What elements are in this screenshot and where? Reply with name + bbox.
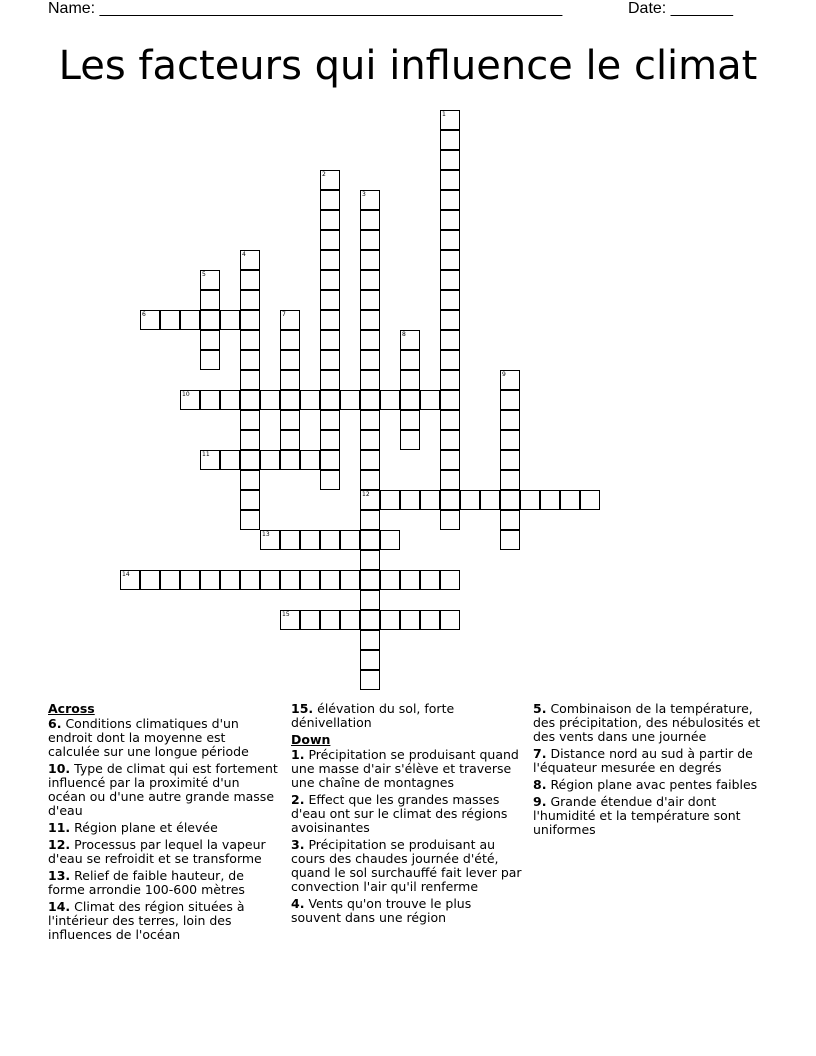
clue-number: 8. [533,777,547,792]
crossword-cell[interactable] [320,570,340,590]
crossword-cell[interactable] [440,450,460,470]
down-heading: Down [291,732,331,747]
cell-number: 4 [242,251,246,258]
clue-number: 15. [291,701,314,716]
crossword-cell[interactable] [500,430,520,450]
crossword-cell[interactable] [500,530,520,550]
clues-column-1 [48,702,280,945]
crossword-cell[interactable] [400,350,420,370]
crossword-cell[interactable] [360,430,380,450]
crossword-cell[interactable] [440,110,460,130]
crossword-cell[interactable] [440,350,460,370]
crossword-cell[interactable] [320,350,340,370]
crossword-cell[interactable] [180,570,200,590]
crossword-cell[interactable] [440,390,460,410]
crossword-cell[interactable] [440,230,460,250]
crossword-cell[interactable] [440,490,460,510]
crossword-cell[interactable] [220,310,240,330]
crossword-cell[interactable] [500,370,520,390]
clue-across-13 [48,869,280,897]
crossword-cell[interactable] [140,570,160,590]
cell-number: 15 [282,611,290,618]
date-blank: _______ [670,0,733,17]
clue-down-5 [533,702,765,744]
cell-number: 5 [202,271,206,278]
crossword-cell[interactable] [240,390,260,410]
crossword-cell[interactable] [340,610,360,630]
crossword-cell[interactable] [400,330,420,350]
crossword-cell[interactable] [360,290,380,310]
crossword-cell[interactable] [380,490,400,510]
crossword-cell[interactable] [420,390,440,410]
crossword-cell[interactable] [320,390,340,410]
crossword-cell[interactable] [460,490,480,510]
crossword-cell[interactable] [340,570,360,590]
clue-text: Conditions climatiques d'un endroit dont la moyenne est calculée sur une longue période [48,716,249,759]
crossword-cell[interactable] [280,330,300,350]
clue-down-3 [291,838,523,894]
clue-text: Processus par lequel la vapeur d'eau se refroidit et se transforme [48,837,266,866]
crossword-cell[interactable] [440,410,460,430]
crossword-cell[interactable] [320,270,340,290]
crossword-cell[interactable] [320,330,340,350]
clue-down-8 [533,778,765,792]
cell-number: 10 [182,391,190,398]
crossword-cell[interactable] [360,190,380,210]
crossword-cell[interactable] [280,450,300,470]
crossword-cell[interactable] [380,570,400,590]
clue-down-9 [533,795,765,837]
clue-text: Région plane avac pentes faibles [550,777,758,792]
crossword-cell[interactable] [320,430,340,450]
crossword-cell[interactable] [360,250,380,270]
crossword-cell[interactable] [440,270,460,290]
crossword-cell[interactable] [360,510,380,530]
crossword-cell[interactable] [240,270,260,290]
crossword-cell[interactable] [260,450,280,470]
crossword-cell[interactable] [320,230,340,250]
crossword-cell[interactable] [220,570,240,590]
crossword-cell[interactable] [440,290,460,310]
clues-column-2 [291,702,523,928]
crossword-cell[interactable] [180,390,200,410]
clue-across-14 [48,900,280,942]
crossword-cell[interactable] [300,450,320,470]
crossword-cell[interactable] [280,370,300,390]
clue-number: 9. [533,794,547,809]
crossword-cell[interactable] [400,570,420,590]
crossword-cell[interactable] [160,310,180,330]
crossword-cell[interactable] [200,450,220,470]
crossword-cell[interactable] [340,530,360,550]
crossword-cell[interactable] [360,550,380,570]
cell-number: 13 [262,531,270,538]
crossword-cell[interactable] [500,390,520,410]
crossword-cell[interactable] [360,530,380,550]
clue-text: Effect que les grandes masses d'eau ont sur le climat des régions avoisinantes [291,792,508,835]
crossword-cell[interactable] [440,150,460,170]
crossword-cell[interactable] [360,370,380,390]
crossword-cell[interactable] [360,210,380,230]
crossword-cell[interactable] [360,650,380,670]
crossword-cell[interactable] [440,330,460,350]
crossword-cell[interactable] [220,450,240,470]
clue-text: Précipitation se produisant au cours des chaudes journée d'été, quand le sol surchauffé fait lever par convection l'air qu'il renferme [291,837,522,894]
clue-down-2 [291,793,523,835]
crossword-cell[interactable] [320,410,340,430]
crossword-cell[interactable] [440,430,460,450]
crossword-cell[interactable] [240,330,260,350]
name-label: Name: [48,0,100,17]
crossword-cell[interactable] [360,230,380,250]
crossword-cell[interactable] [440,130,460,150]
crossword-cell[interactable] [240,490,260,510]
crossword-cell[interactable] [420,490,440,510]
crossword-cell[interactable] [360,450,380,470]
crossword-cell[interactable] [360,310,380,330]
crossword-cell[interactable] [360,570,380,590]
crossword-cell[interactable] [280,430,300,450]
clue-number: 4. [291,896,305,911]
cell-number: 12 [362,491,370,498]
clue-number: 2. [291,792,305,807]
clue-text: Précipitation se produisant quand une masse d'air s'élève et traverse une chaîne de montagnes [291,747,519,790]
crossword-cell[interactable] [340,390,360,410]
crossword-cell[interactable] [200,570,220,590]
crossword-cell[interactable] [400,430,420,450]
clue-across-12 [48,838,280,866]
crossword-cell[interactable] [280,350,300,370]
crossword-cell[interactable] [360,410,380,430]
cell-number: 6 [142,311,146,318]
crossword-cell[interactable] [520,490,540,510]
crossword-cell[interactable] [200,270,220,290]
crossword-cell[interactable] [200,330,220,350]
crossword-cell[interactable] [360,330,380,350]
crossword-cell[interactable] [360,590,380,610]
clue-across-15 [291,702,523,730]
clue-down-1 [291,748,523,790]
crossword-cell[interactable] [360,270,380,290]
cell-number: 2 [322,171,326,178]
crossword-cell[interactable] [200,390,220,410]
crossword-cell[interactable] [400,370,420,390]
clue-number: 10. [48,761,71,776]
crossword-cell[interactable] [240,370,260,390]
crossword-cell[interactable] [320,610,340,630]
date-label: Date: [628,0,671,17]
crossword-cell[interactable] [400,410,420,430]
crossword-cell[interactable] [320,250,340,270]
clue-number: 13. [48,868,71,883]
clue-number: 11. [48,820,71,835]
crossword-cell[interactable] [320,450,340,470]
clue-across-6 [48,717,280,759]
crossword-cell[interactable] [240,430,260,450]
crossword-cell[interactable] [240,570,260,590]
cell-number: 11 [202,451,210,458]
crossword-cell[interactable] [320,210,340,230]
crossword-cell[interactable] [240,250,260,270]
crossword-cell[interactable] [240,310,260,330]
crossword-cell[interactable] [440,210,460,230]
clue-number: 12. [48,837,71,852]
clue-number: 1. [291,747,305,762]
crossword-cell[interactable] [320,190,340,210]
crossword-cell[interactable] [260,530,280,550]
crossword-cell[interactable] [400,610,420,630]
clue-across-11 [48,821,280,835]
across-heading: Across [48,701,95,716]
clue-across-10 [48,762,280,818]
crossword-cell[interactable] [240,470,260,490]
crossword-cell[interactable] [200,310,220,330]
cell-number: 9 [502,371,506,378]
crossword-cell[interactable] [440,310,460,330]
crossword-cell[interactable] [260,570,280,590]
crossword-cell[interactable] [180,310,200,330]
crossword-cell[interactable] [540,490,560,510]
crossword-cell[interactable] [360,610,380,630]
crossword-cell[interactable] [440,370,460,390]
crossword-cell[interactable] [320,310,340,330]
crossword-cell[interactable] [280,610,300,630]
clue-number: 7. [533,746,547,761]
clue-number: 6. [48,716,62,731]
crossword-cell[interactable] [440,170,460,190]
clue-text: Région plane et élevée [74,820,218,835]
crossword-cell[interactable] [360,490,380,510]
crossword-cell[interactable] [200,350,220,370]
crossword-cell[interactable] [120,570,140,590]
clue-text: Grande étendue d'air dont l'humidité et la température sont uniformes [533,794,741,837]
crossword-cell[interactable] [360,670,380,690]
name-blank: ____________________________________________________ [99,0,563,17]
clues-column-3 [533,702,765,840]
clue-number: 14. [48,899,71,914]
clue-number: 3. [291,837,305,852]
crossword-cell[interactable] [500,450,520,470]
crossword-cell[interactable] [420,610,440,630]
crossword-cell[interactable] [280,530,300,550]
crossword-cell[interactable] [240,290,260,310]
crossword-cell[interactable] [320,170,340,190]
crossword-cell[interactable] [220,390,240,410]
crossword-cell[interactable] [320,370,340,390]
crossword-cell[interactable] [300,570,320,590]
crossword-cell[interactable] [240,410,260,430]
crossword-cell[interactable] [280,410,300,430]
clue-text: Combinaison de la température, des précipitation, des nébulosités et des vents dans une journée [533,701,761,744]
crossword-cell[interactable] [440,570,460,590]
crossword-cell[interactable] [320,530,340,550]
clue-down-4 [291,897,523,925]
crossword-cell[interactable] [440,470,460,490]
crossword-cell[interactable] [440,190,460,210]
clue-number: 5. [533,701,547,716]
crossword-cell[interactable] [240,450,260,470]
cell-number: 7 [282,311,286,318]
crossword-cell[interactable] [240,510,260,530]
clue-text: Climat des région situées à l'intérieur des terres, loin des influences de l'océan [48,899,245,942]
crossword-cell[interactable] [360,350,380,370]
cell-number: 14 [122,571,130,578]
crossword-cell[interactable] [160,570,180,590]
crossword-cell[interactable] [300,530,320,550]
crossword-cell[interactable] [300,610,320,630]
clue-down-7 [533,747,765,775]
crossword-cell[interactable] [360,630,380,650]
clue-text: Type de climat qui est fortement influencé par la proximité d'un océan ou d'une autre grande masse d'eau [48,761,278,818]
crossword-cell[interactable] [380,530,400,550]
crossword-cell[interactable] [140,310,160,330]
crossword-cell[interactable] [480,490,500,510]
clue-text: élévation du sol, forte dénivellation [291,701,455,730]
page-title: Les facteurs qui influence le climat [58,43,758,89]
crossword-cell[interactable] [500,510,520,530]
crossword-cell[interactable] [380,610,400,630]
crossword-cell[interactable] [500,410,520,430]
crossword-cell[interactable] [580,490,600,510]
crossword-cell[interactable] [500,490,520,510]
clue-text: Vents qu'on trouve le plus souvent dans une région [291,896,472,925]
crossword-cell[interactable] [440,250,460,270]
clue-text: Distance nord au sud à partir de l'équateur mesurée en degrés [533,746,753,775]
crossword-cell[interactable] [280,390,300,410]
crossword-cell[interactable] [240,350,260,370]
crossword-cell[interactable] [320,470,340,490]
crossword-cell[interactable] [560,490,580,510]
crossword-cell[interactable] [380,390,400,410]
crossword-cell[interactable] [420,570,440,590]
crossword-cell[interactable] [440,510,460,530]
crossword-cell[interactable] [300,390,320,410]
crossword-cell[interactable] [360,470,380,490]
crossword-cell[interactable] [280,310,300,330]
crossword-cell[interactable] [360,390,380,410]
cell-number: 8 [402,331,406,338]
cell-number: 3 [362,191,366,198]
crossword-cell[interactable] [440,610,460,630]
clue-text: Relief de faible hauteur, de forme arrondie 100-600 mètres [48,868,245,897]
crossword-cell[interactable] [200,290,220,310]
crossword-cell[interactable] [400,390,420,410]
crossword-cell[interactable] [280,570,300,590]
cell-number: 1 [442,111,446,118]
crossword-cell[interactable] [320,290,340,310]
crossword-cell[interactable] [500,470,520,490]
crossword-cell[interactable] [260,390,280,410]
crossword-cell[interactable] [400,490,420,510]
